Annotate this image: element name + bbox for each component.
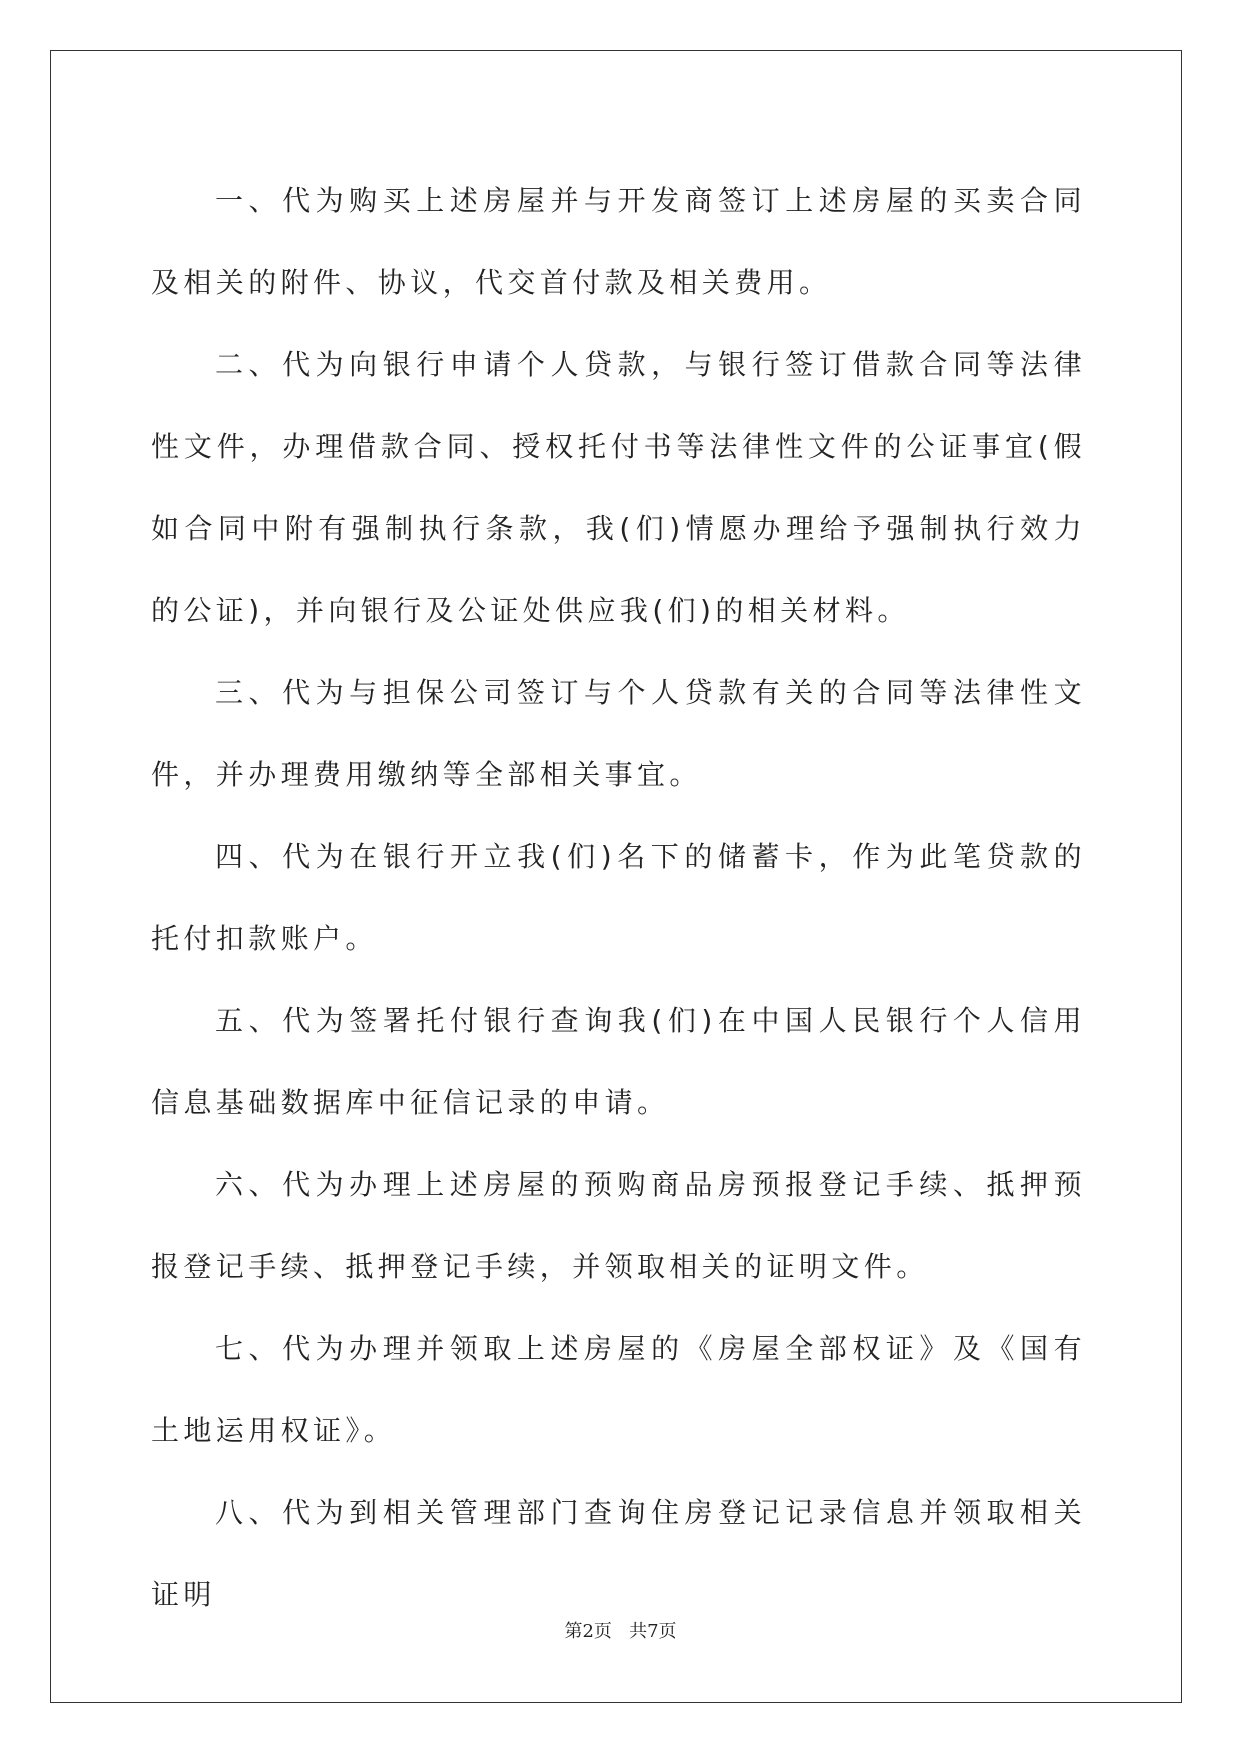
paragraph-7: 七、代为办理并领取上述房屋的《房屋全部权证》及《国有土地运用权证》。 (151, 1332, 1086, 1447)
paragraph-4: 四、代为在银行开立我(们)名下的储蓄卡，作为此笔贷款的托付扣款账户。 (151, 840, 1086, 955)
paragraph-8: 八、代为到相关管理部门查询住房登记记录信息并领取相关证明 (151, 1496, 1086, 1611)
paragraph-3: 三、代为与担保公司签订与个人贷款有关的合同等法律性文件，并办理费用缴纳等全部相关事宜。 (151, 676, 1086, 791)
paragraph-6: 六、代为办理上述房屋的预购商品房预报登记手续、抵押预报登记手续、抵押登记手续，并领取相关的证明文件。 (151, 1168, 1086, 1283)
page-total: 共7页 (629, 1621, 677, 1642)
footer-spacer (612, 1621, 629, 1642)
paragraph-2: 二、代为向银行申请个人贷款，与银行签订借款合同等法律性文件，办理借款合同、授权托付书等法律性文件的公证事宜(假如合同中附有强制执行条款，我(们)情愿办理给予强制执行效力的公证)，并向银行及公证处供应我(们)的相关材料。 (151, 348, 1086, 627)
document-body (151, 160, 1086, 1636)
paragraph-5: 五、代为签署托付银行查询我(们)在中国人民银行个人信用信息基础数据库中征信记录的申请。 (151, 1004, 1086, 1119)
page-footer (0, 1617, 1241, 1643)
page-number: 第2页 (564, 1621, 612, 1642)
paragraph-1: 一、代为购买上述房屋并与开发商签订上述房屋的买卖合同及相关的附件、协议，代交首付款及相关费用。 (151, 184, 1086, 299)
